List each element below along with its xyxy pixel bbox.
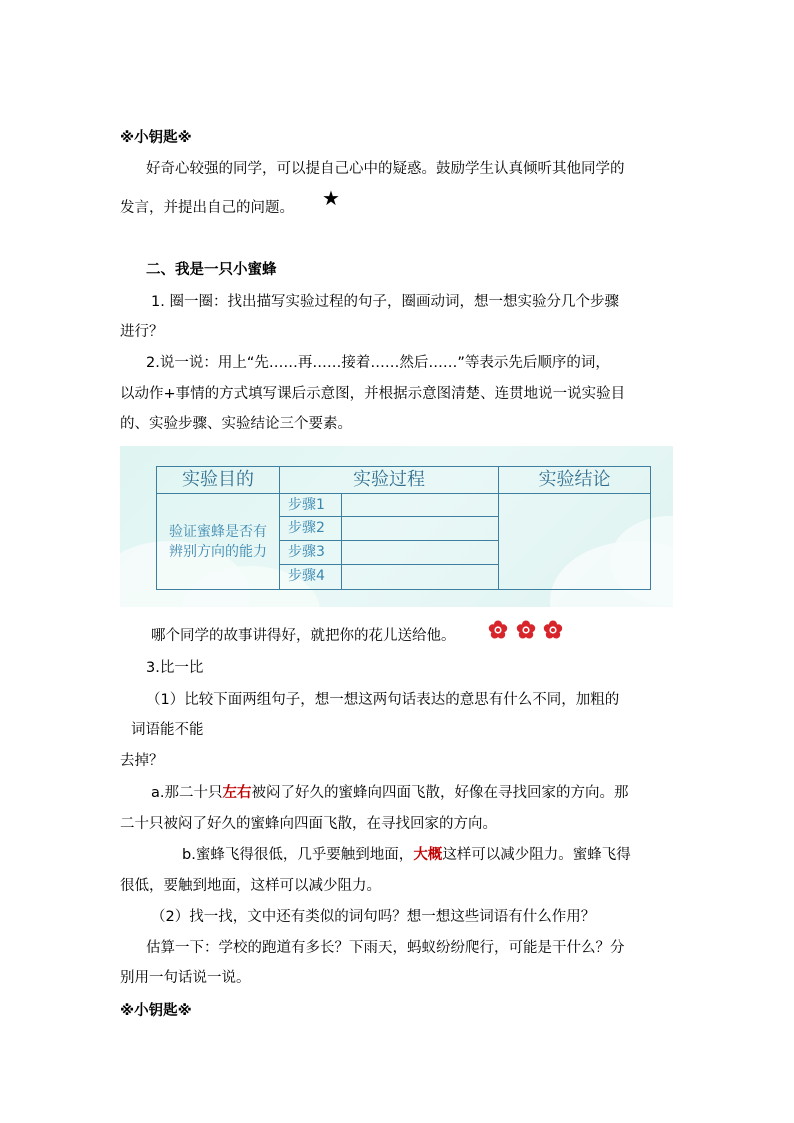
section-title: 二、我是一只小蜜蜂 [146, 262, 277, 278]
sentence-a-rest: 被闷了好久的蜜蜂向四面飞散，好像在寻找回家的方向。那 [251, 785, 629, 801]
sentence-b-prefix: b.蜜蜂飞得很低，几乎要触到地面， [182, 847, 414, 863]
sentence-a-line1 [151, 783, 629, 803]
step-label: 步骤4 [280, 565, 342, 589]
tip-heading-2: ※小钥匙※ [120, 1003, 192, 1019]
step-blank [342, 494, 499, 517]
item3-title: 3.比一比 [146, 660, 204, 676]
step-blank [342, 517, 499, 541]
red-flower-icon [543, 620, 563, 640]
red-flower-icon [488, 620, 508, 640]
red-flower-icon [516, 620, 536, 640]
step-label: 步骤3 [280, 541, 342, 565]
item2-line2: 以动作+事情的方式填写课后示意图，并根据示意图清楚、连贯地说一说实验目 [120, 386, 626, 402]
header-purpose: 实验目的 [157, 467, 280, 494]
estimate-line2: 别用一句话说一说。 [120, 970, 251, 986]
experiment-figure [120, 446, 673, 607]
flower-group [488, 620, 566, 642]
header-conclusion: 实验结论 [499, 467, 650, 494]
purpose-cell [157, 494, 280, 589]
sentence-b-bold-word: 大概 [413, 847, 443, 863]
sentence-b-rest: 这样可以减少阻力。蜜蜂飞得 [442, 847, 631, 863]
step-blank [342, 565, 499, 589]
tip-heading-1: ※小钥匙※ [120, 130, 192, 146]
estimate-line1: 估算一下：学校的跑道有多长？下雨天，蚂蚁纷纷爬行，可能是干什么？分 [146, 940, 625, 956]
sentence-b-line1 [182, 845, 631, 865]
item2-line1: 2.说一说：用上“先……再……接着……然后……”等表示先后顺序的词， [146, 355, 610, 371]
sentence-a-line2: 二十只被闷了好久的蜜蜂向四面飞散，在寻找回家的方向。 [120, 816, 497, 832]
tip-line-1: 好奇心较强的同学，可以提自己心中的疑惑。鼓励学生认真倾听其他同学的 [146, 161, 625, 177]
item3-q1-line2: 词语能不能 [131, 722, 204, 738]
item3-q1-line3: 去掉？ [120, 753, 164, 769]
flower-line: 哪个同学的故事讲得好，就把你的花儿送给他。 [151, 628, 456, 644]
star-icon: ★ [322, 186, 340, 210]
experiment-table [156, 466, 651, 590]
header-process: 实验过程 [280, 467, 499, 494]
purpose-line-2: 辨别方向的能力 [169, 544, 267, 560]
item1-line1: 1. 圈一圈：找出描写实验过程的句子，圈画动词，想一想实验分几个步骤 [151, 294, 619, 310]
tip-line-2: 发言，并提出自己的问题。 [120, 200, 294, 216]
sentence-a-bold-word: 左右 [222, 785, 252, 801]
item3-q1-line1: （1）比较下面两组句子，想一想这两句话表达的意思有什么不同，加粗的 [146, 692, 620, 708]
purpose-line-1: 验证蜜蜂是否有 [169, 524, 267, 540]
sentence-b-line2: 很低，要触到地面，这样可以减少阻力。 [120, 878, 381, 894]
sentence-a-prefix: a.那二十只 [151, 785, 223, 801]
item1-line2: 进行？ [120, 324, 164, 340]
step-label: 步骤1 [280, 494, 342, 517]
q2-line: （2）找一找，文中还有类似的词句吗？想一想这些词语有什么作用？ [151, 909, 596, 925]
step-label: 步骤2 [280, 517, 342, 541]
item2-line3: 的、实验步骤、实验结论三个要素。 [120, 416, 352, 432]
step-blank [342, 541, 499, 565]
